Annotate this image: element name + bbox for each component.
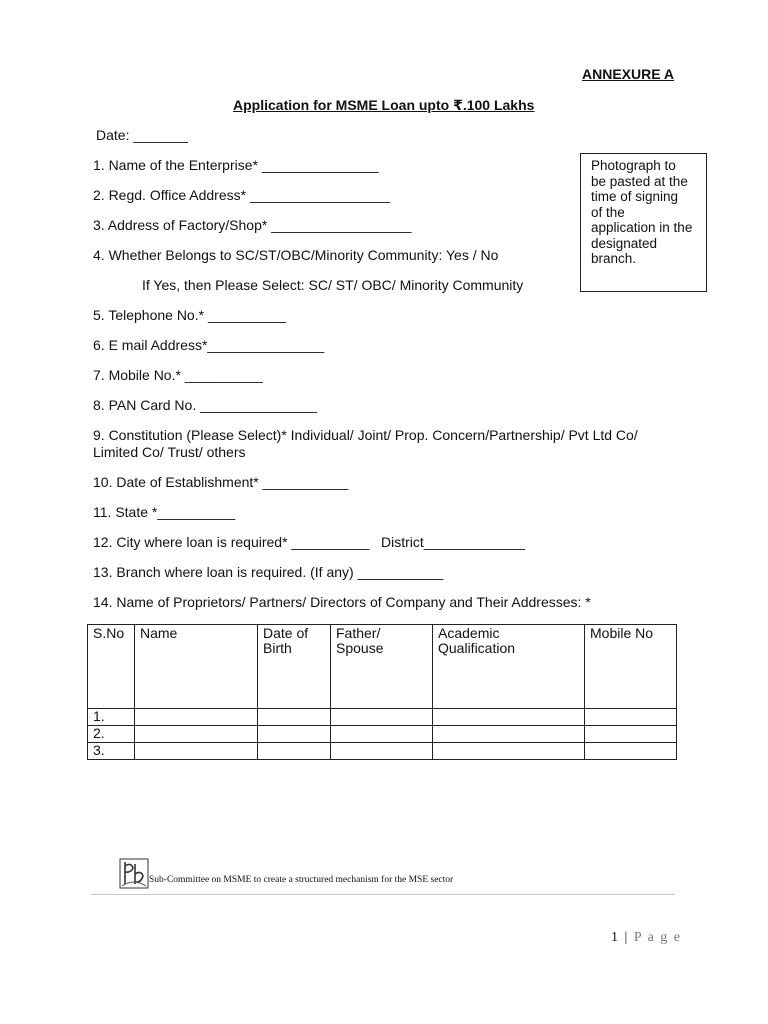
table-cell xyxy=(433,726,585,743)
footer-divider xyxy=(91,894,675,895)
photo-box-line: time of signing xyxy=(591,189,679,204)
table-cell xyxy=(585,726,677,743)
date-field: Date: _______ xyxy=(96,127,188,143)
enterprise-name-field: 1. Name of the Enterprise* _______________ xyxy=(93,157,379,173)
establishment-date-field: 10. Date of Establishment* ___________ xyxy=(93,474,349,490)
mobile-field: 7. Mobile No.* __________ xyxy=(93,367,263,383)
table-cell xyxy=(331,743,433,760)
photo-box-line: designated xyxy=(591,235,658,251)
state-field: 11. State *__________ xyxy=(93,504,236,520)
community-select-note: If Yes, then Please Select: SC/ ST/ OBC/ Minority Community xyxy=(142,277,524,293)
table-cell xyxy=(585,709,677,726)
photograph-box xyxy=(580,153,707,292)
constitution-field: 9. Constitution (Please Select)* Individual/ Joint/ Prop. Concern/Partnership/ Pvt Ltd Co/ xyxy=(93,427,638,443)
page-label: P a g e xyxy=(633,930,682,945)
pan-card-field: 8. PAN Card No. _______________ xyxy=(93,397,317,413)
telephone-field: 5. Telephone No.* __________ xyxy=(93,307,286,323)
column-header: Date of Birth xyxy=(258,625,331,709)
community-field: 4. Whether Belongs to SC/ST/OBC/Minority Community: Yes / No xyxy=(93,247,499,263)
committee-logo-icon xyxy=(119,858,149,889)
branch-field: 13. Branch where loan is required. (If any) ___________ xyxy=(93,564,444,580)
table-row xyxy=(88,743,677,760)
email-field: 6. E mail Address*_______________ xyxy=(93,337,325,353)
column-header: Mobile No xyxy=(585,625,677,709)
photo-box-line: branch. xyxy=(591,251,637,266)
column-header: S.No xyxy=(88,625,135,709)
column-header: Name xyxy=(135,625,258,709)
table-cell xyxy=(585,743,677,760)
table-cell xyxy=(135,743,258,760)
table-cell xyxy=(433,743,585,760)
photo-box-line: of the xyxy=(591,204,625,220)
page-number-value: 1 xyxy=(611,930,620,945)
table-cell xyxy=(433,709,585,726)
constitution-field-continued: Limited Co/ Trust/ others xyxy=(93,444,246,460)
form-title: Application for MSME Loan upto ₹.100 Lakhs xyxy=(233,97,535,113)
photo-box-line: application in the xyxy=(591,220,693,235)
table-row xyxy=(88,726,677,743)
proprietors-heading: 14. Name of Proprietors/ Partners/ Directors of Company and Their Addresses: * xyxy=(93,594,591,610)
proprietors-table xyxy=(87,624,677,760)
table-cell xyxy=(135,726,258,743)
page-separator: | xyxy=(624,930,629,945)
table-cell xyxy=(258,709,331,726)
row-number: 2. xyxy=(88,726,135,743)
table-cell xyxy=(258,726,331,743)
row-number: 1. xyxy=(88,709,135,726)
district-field: District_____________ xyxy=(381,534,525,550)
photo-box-line: Photograph to xyxy=(591,158,676,173)
table-row xyxy=(88,709,677,726)
table-header-row xyxy=(88,625,677,709)
table-cell xyxy=(258,743,331,760)
city-field: 12. City where loan is required* __________ xyxy=(93,534,370,550)
photo-box-line: be pasted at the xyxy=(591,173,688,189)
table-cell xyxy=(331,709,433,726)
footer-note: Sub-Committee on MSME to create a structured mechanism for the MSE sector xyxy=(149,875,454,885)
page-number xyxy=(611,930,682,946)
table-cell xyxy=(135,709,258,726)
table-cell xyxy=(331,726,433,743)
annexure-label: ANNEXURE A xyxy=(582,66,675,82)
row-number: 3. xyxy=(88,743,135,760)
column-header: Father/ Spouse xyxy=(331,625,433,709)
factory-address-field: 3. Address of Factory/Shop* __________________ xyxy=(93,217,412,233)
office-address-field: 2. Regd. Office Address* __________________ xyxy=(93,187,391,203)
column-header: Academic Qualification xyxy=(433,625,585,709)
